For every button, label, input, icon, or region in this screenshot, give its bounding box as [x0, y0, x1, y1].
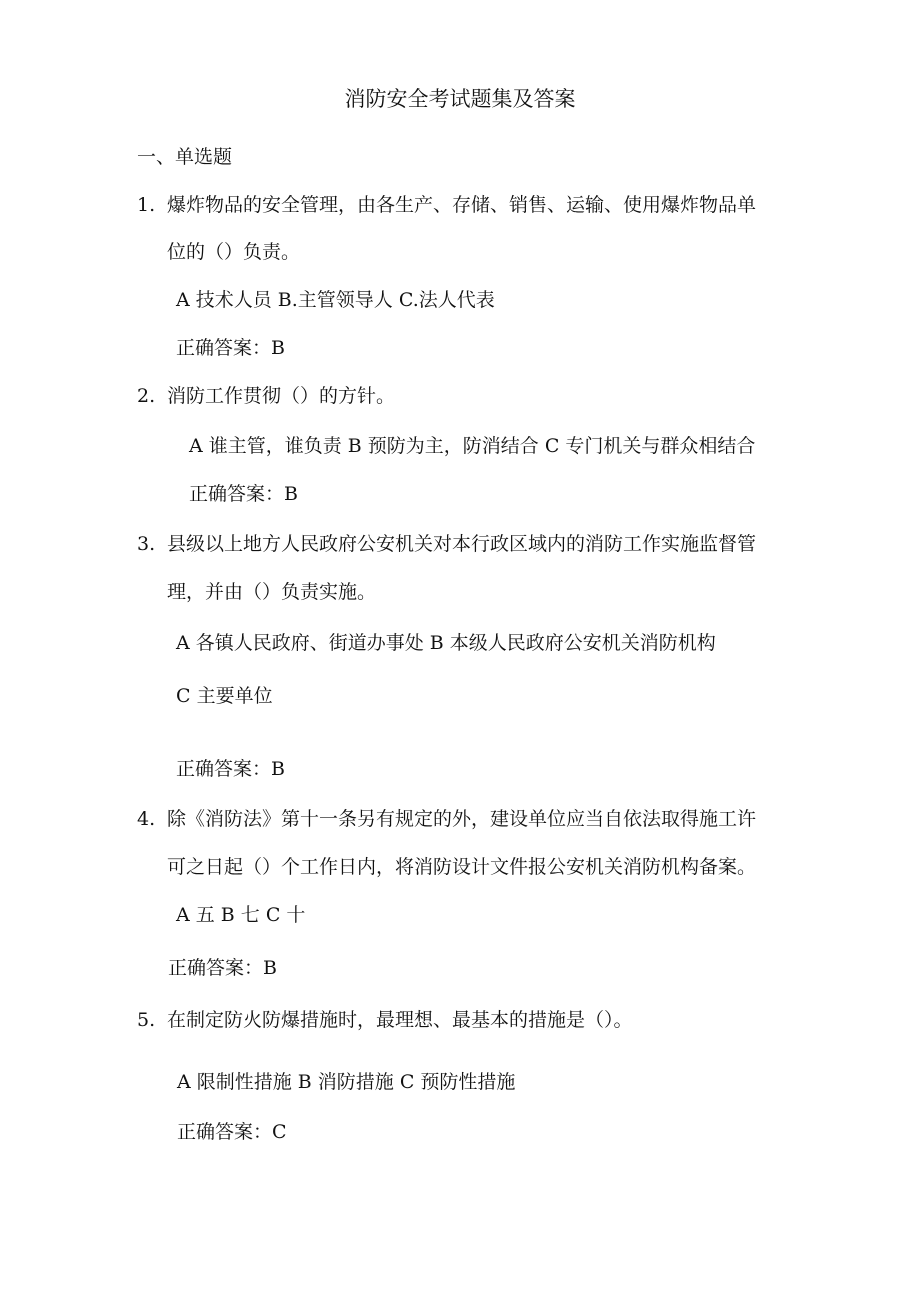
question-number: 5. [137, 1009, 156, 1031]
question-answer: 正确答案：B [168, 957, 277, 979]
question-text-line: 位的（）负责。 [167, 241, 301, 263]
question-options: A 限制性措施 B 消防措施 C 预防性措施 [177, 1071, 516, 1093]
question-options: A 五 B 七 C 十 [176, 904, 306, 926]
question-text-line: 除《消防法》第十一条另有规定的外，建设单位应当自依法取得施工许 [167, 808, 757, 830]
question-text-line: 县级以上地方人民政府公安机关对本行政区域内的消防工作实施监督管 [167, 533, 757, 555]
question-text-line: 可之日起（）个工作日内，将消防设计文件报公安机关消防机构备案。 [167, 856, 757, 878]
question-text-line: 消防工作贯彻（）的方针。 [167, 385, 396, 407]
section-heading: 一、单选题 [137, 146, 233, 168]
question-options: A 谁主管，谁负责 B 预防为主，防消结合 C 专门机关与群众相结合 [189, 435, 756, 457]
question-number: 4. [137, 808, 156, 830]
question-text-line: 爆炸物品的安全管理，由各生产、存储、销售、运输、使用爆炸物品单 [167, 194, 757, 216]
document-title: 消防安全考试题集及答案 [344, 87, 576, 111]
question-text-line: 理，并由（）负责实施。 [167, 581, 377, 603]
question-answer: 正确答案：C [177, 1121, 287, 1143]
question-answer: 正确答案：B [189, 483, 298, 505]
question-number: 3. [137, 533, 156, 555]
question-options: A 各镇人民政府、街道办事处 B 本级人民政府公安机关消防机构 [176, 632, 716, 654]
question-options: A 技术人员 B.主管领导人 C.法人代表 [176, 289, 495, 311]
question-options: C 主要单位 [176, 685, 273, 707]
question-answer: 正确答案：B [176, 337, 285, 359]
question-text-line: 在制定防火防爆措施时，最理想、最基本的措施是（）。 [167, 1009, 633, 1031]
question-number: 1. [137, 194, 156, 216]
question-number: 2. [137, 385, 156, 407]
question-answer: 正确答案：B [176, 758, 285, 780]
